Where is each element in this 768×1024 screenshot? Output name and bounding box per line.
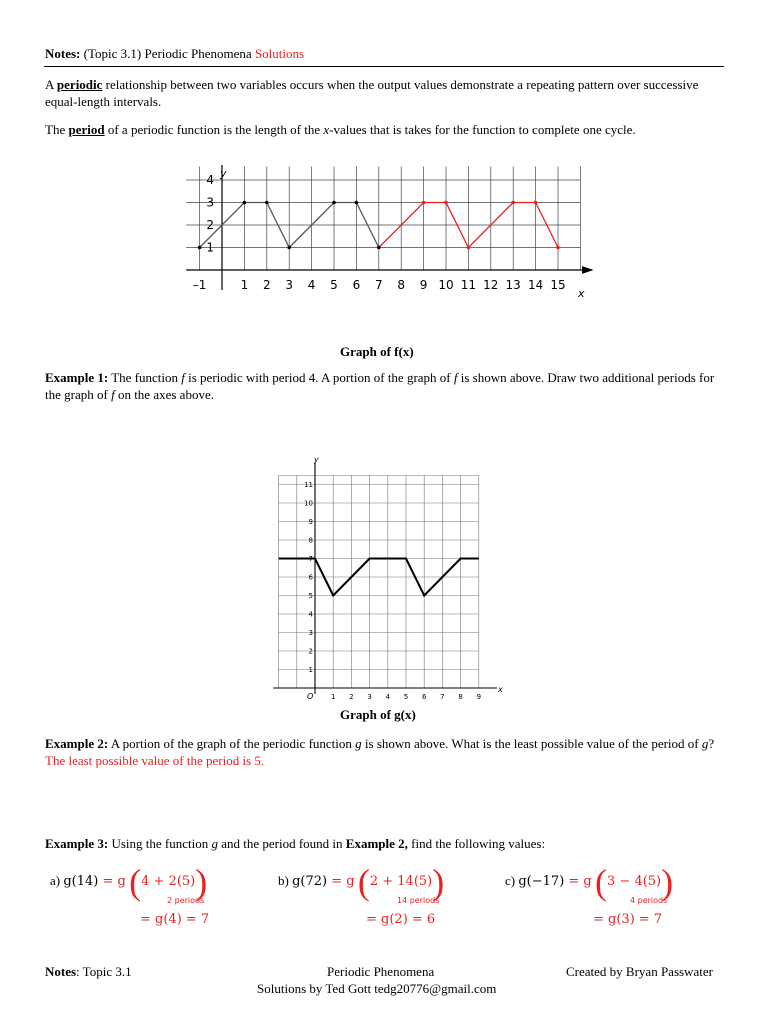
part-c-lhs: g(−17) (518, 873, 565, 889)
part-a-brace-label: 2 periods (167, 896, 205, 905)
graph-f-x-tick-label: 15 (550, 278, 566, 292)
graph-f (180, 165, 600, 315)
graph-g (265, 452, 515, 704)
graph-g-x-tick-label: 3 (367, 693, 372, 701)
notes-label: Notes: (45, 46, 81, 61)
graph-g-y-tick-label: 3 (308, 629, 313, 637)
graph-g-caption: Graph of g(x) (340, 707, 416, 722)
graph-g-x-tick-label: 2 (349, 693, 354, 701)
graph-g-axes (273, 462, 497, 694)
graph-f-x-tick-label: 14 (527, 278, 544, 292)
example-1: Example 1: The function f is periodic with period 4. A portion of the graph of f is shown above. Draw two additional periods for the graph of f on the axes above. (45, 370, 715, 402)
graph-g-y-tick-label: 7 (308, 555, 313, 563)
solutions-label: Solutions (254, 46, 305, 61)
graph-f-point (355, 201, 359, 205)
graph-f-x-tick-label: 11 (460, 278, 477, 292)
graph-f-y-tick-label: 2 (206, 218, 214, 232)
graph-g-y-tick-label: 9 (308, 518, 313, 526)
example-3-part-b: b) g(72) = g (2 + 14(5)) 14 periods = g(2) = 6 (278, 862, 445, 927)
graph-g-x-axis-label: x (498, 685, 503, 694)
graph-g-y-tick-label: 4 (308, 610, 313, 619)
graph-f-solution-point (467, 246, 471, 250)
graph-f-grid (186, 167, 580, 271)
graph-f-y-tick-label: 3 (206, 195, 214, 210)
term-period: period (68, 122, 105, 137)
part-c-brace-label: 4 periods (630, 896, 668, 905)
graph-g-y-tick-label: 11 (304, 481, 313, 489)
graph-g-y-tick-label: 10 (304, 499, 313, 508)
graph-f-x-arrow (583, 267, 592, 273)
graph-g-y-tick-label: 6 (308, 573, 313, 582)
graph-f-x-tick-label: 9 (419, 278, 428, 292)
footer-right: Created by Bryan Passwater (566, 964, 713, 979)
graph-f-x-tick-label: 10 (438, 278, 454, 292)
graph-f-solution-point (511, 201, 515, 205)
graph-f-x-tick-label: 8 (397, 278, 406, 292)
part-b-close-paren: ) (432, 862, 445, 902)
example-2-answer: The least possible value of the period is 5. (45, 753, 265, 768)
part-a-result: = g(4) = 7 (140, 912, 210, 927)
example-3: Example 3: Using the function g and the period found in Example 2, find the following values: (45, 836, 546, 851)
example-3-label: Example 3: (45, 836, 109, 851)
graph-f-point (198, 246, 202, 250)
part-a-lhs: g(14) (63, 873, 99, 889)
term-periodic: periodic (56, 77, 103, 92)
graph-f-y-tick-label: 4 (206, 173, 214, 187)
graph-f-solution-point (444, 201, 448, 205)
graph-f-point (377, 246, 381, 250)
part-a-close-paren: ) (195, 862, 208, 902)
graph-f-x-axis-label: x (578, 287, 585, 300)
graph-f-point (243, 201, 247, 205)
graph-f-caption: Graph of f(x) (340, 344, 414, 359)
graph-f-x-tick-label: 2 (262, 278, 271, 292)
graph-f-y-tick-label: 1 (206, 240, 214, 255)
graph-f-solution-point (556, 246, 560, 250)
example-2-label: Example 2: (45, 736, 109, 751)
graph-g-origin-label: O (307, 692, 314, 701)
graph-f-x-tick-label: 12 (483, 278, 499, 292)
graph-f-solution-point (422, 201, 426, 205)
graph-f-point (265, 201, 269, 205)
graph-f-x-tick-label: 13 (505, 278, 521, 292)
graph-g-x-tick-label: 9 (476, 693, 482, 701)
graph-g-x-tick-label: 5 (403, 693, 409, 701)
part-c-open-paren: ( (595, 862, 607, 902)
graph-f-point (332, 201, 336, 205)
graph-g-y-tick-label: 5 (308, 592, 313, 600)
graph-f-solution-point (534, 201, 538, 205)
example-3-part-c: c) g(−17) = g (3 − 4(5)) 4 periods = g(3) = 7 (505, 862, 674, 927)
definition-periodic: A periodic relationship between two variables occurs when the output values demonstrate a repeating pattern over successive equal-length intervals. (45, 77, 699, 109)
part-b-lhs: g(72) (292, 873, 328, 889)
part-c-result: = g(3) = 7 (593, 912, 663, 927)
graph-f-x-tick-label: 5 (330, 278, 338, 292)
graph-f-x-tick-label: 1 (240, 278, 249, 292)
graph-f-x-tick-label: 3 (285, 278, 294, 292)
header (45, 46, 304, 62)
example-3-part-a: a) g(14) = g (4 + 2(5)) 2 periods = g(4) = 7 (50, 862, 210, 927)
graph-f-axes (186, 165, 591, 290)
graph-g-x-tick-label: 7 (440, 693, 445, 701)
definition-period: The period of a periodic function is the length of the x-values that is takes for the function to complete one cycle. (45, 122, 636, 137)
graph-g-x-tick-label: 8 (458, 693, 463, 701)
graph-g-y-tick-label: 1 (308, 666, 313, 674)
footer-solutions-credit: Solutions by Ted Gott tedg20776@gmail.com (257, 981, 497, 996)
example-2: Example 2: A portion of the graph of the periodic function g is shown above. What is the least possible value of the period of g? The least possible value of the period is 5. (45, 736, 715, 768)
footer-center: Periodic Phenomena (327, 964, 435, 979)
graph-g-x-tick-label: 6 (421, 693, 427, 701)
footer-left: Notes: Topic 3.1 (45, 964, 132, 979)
graph-f-point (287, 246, 291, 250)
part-a-open-paren: ( (129, 862, 142, 902)
graph-f-x-tick-label: 6 (352, 278, 361, 292)
graph-g-y-axis-label: y (314, 455, 319, 464)
graph-f-y-axis-label: y (220, 167, 227, 180)
graph-f-x-tick-label: 4 (307, 278, 316, 292)
part-b-brace-label: 14 periods (397, 896, 440, 905)
header-rule (44, 66, 724, 67)
topic-title: (Topic 3.1) Periodic Phenomena (83, 46, 252, 61)
graph-g-x-tick-label: 4 (385, 693, 391, 701)
part-b-open-paren: ( (357, 862, 370, 902)
graph-g-x-tick-label: 1 (330, 693, 336, 701)
example-1-label: Example 1: (45, 370, 109, 385)
graph-f-x-tick-label: –1 (192, 278, 207, 292)
graph-g-y-tick-label: 2 (308, 647, 313, 656)
graph-g-y-tick-label: 8 (308, 536, 313, 545)
graph-f-tick-labels (193, 173, 566, 292)
graph-f-x-tick-label: 7 (374, 278, 383, 292)
part-c-close-paren: ) (661, 862, 674, 902)
part-b-result: = g(2) = 6 (366, 912, 436, 927)
